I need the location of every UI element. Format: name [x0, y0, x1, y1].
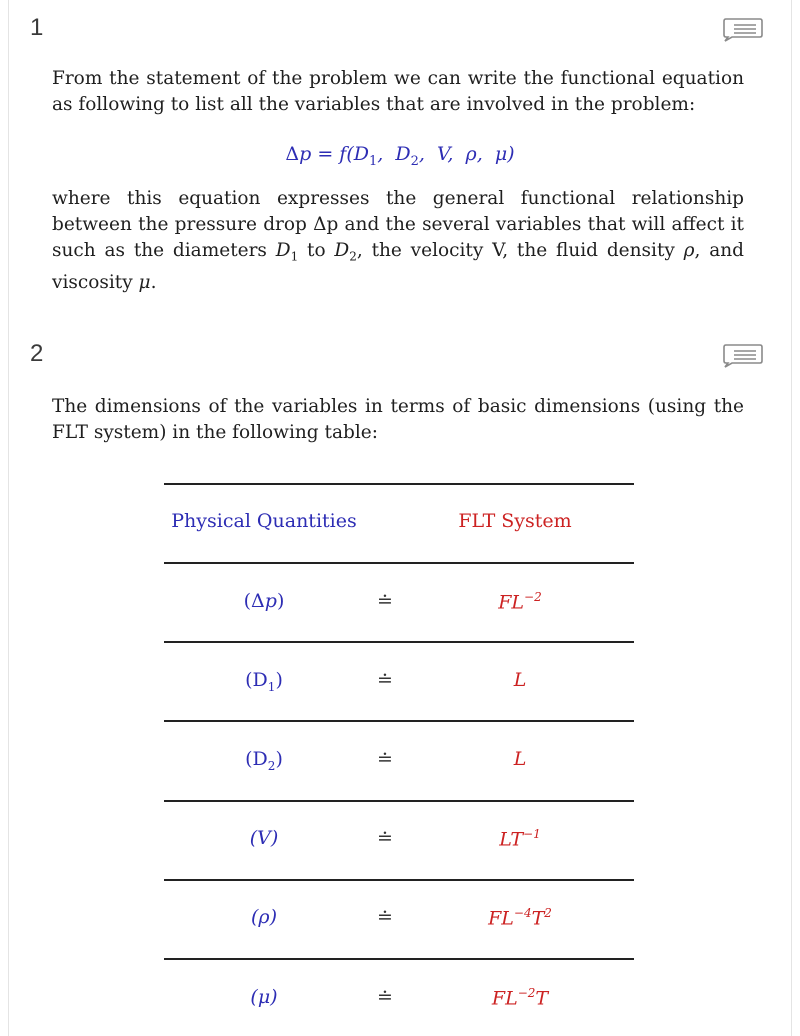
table-cell-equal: ≐: [377, 906, 393, 928]
table-cell-quantity: $(D_1)$: [245, 669, 283, 694]
table-cell-quantity: $(D_2)$: [245, 748, 283, 773]
table-cell-quantity: (Δp): [243, 590, 285, 612]
table-rule: [164, 800, 634, 802]
table-cell-quantity: (ρ): [251, 906, 277, 928]
table-cell-flt: L: [513, 748, 527, 770]
table-rule: [164, 720, 634, 722]
header-flt-system: FLT System: [458, 510, 572, 532]
header-physical-quantities: Physical Quantities: [171, 510, 357, 532]
table-cell-flt: $LT^{-1}$: [499, 827, 541, 851]
comment-icon[interactable]: [722, 16, 764, 42]
table-cell-equal: ≐: [377, 827, 393, 849]
functional-equation: $\Delta p = f(D_1$, $D_2$, V, ρ, μ): [285, 143, 515, 169]
step-1-intro: From the statement of the problem we can write the functional equation as following to list all the variables that are involved in the problem:: [52, 68, 744, 115]
table-rule: [164, 483, 634, 485]
step-1-explanation: where this equation expresses the general functional relationship between the pressure drop Δp and the several variables that will affect it such as the diameters $D_1$ to $D_2$, the velocity V, the fluid density ρ, and viscosity μ.: [52, 188, 745, 293]
step-number-2: 2: [30, 340, 44, 367]
comment-icon[interactable]: [722, 342, 764, 368]
table-cell-flt: $FL^{-4}T^2$: [488, 906, 552, 930]
table-cell-flt: $FL^{-2}T$: [491, 986, 549, 1010]
table-cell-flt: $FL^{-2}$: [498, 590, 542, 614]
table-cell-equal: ≐: [377, 669, 393, 691]
table-rule: [164, 562, 634, 564]
table-cell-quantity: (μ): [250, 986, 278, 1008]
step-number-1: 1: [30, 14, 44, 41]
table-cell-equal: ≐: [377, 986, 393, 1008]
table-cell-flt: L: [513, 669, 527, 691]
table-rule: [164, 879, 634, 881]
table-cell-quantity: (V): [249, 827, 279, 849]
table-rule: [164, 958, 634, 960]
table-cell-equal: ≐: [377, 748, 393, 770]
step-2-intro: The dimensions of the variables in terms of basic dimensions (using the FLT system) in the following table:: [52, 396, 744, 443]
table-cell-equal: ≐: [377, 590, 393, 612]
table-rule: [164, 641, 634, 643]
